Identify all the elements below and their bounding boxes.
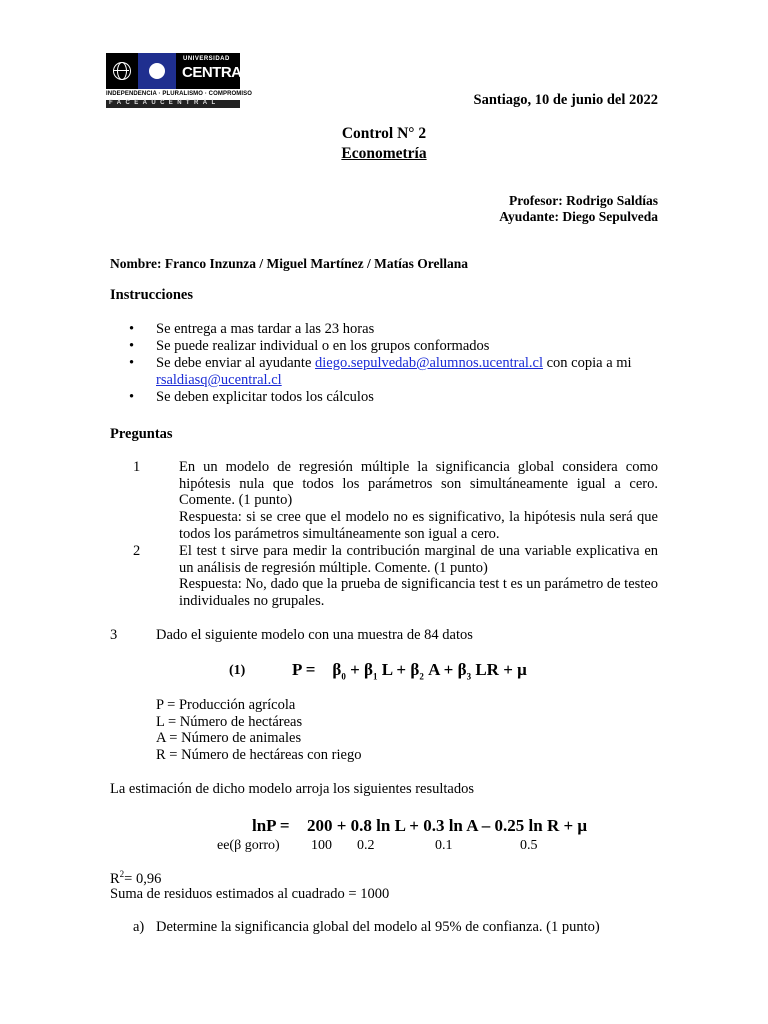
document-date: Santiago, 10 de junio del 2022	[473, 92, 658, 108]
professor-email-link[interactable]: rsaldiasq@ucentral.cl	[156, 372, 282, 388]
model-equation: P = $\beta_0 + \beta_1$ $L + \beta_2$ $A + \beta_3$ LR + μ	[292, 660, 527, 682]
questions-heading: Preguntas	[110, 426, 173, 442]
course-name: Econometría	[341, 145, 427, 162]
assistant-name: Ayudante: Diego Sepulveda	[499, 209, 658, 224]
question-answer: Respuesta: si se cree que el modelo no es significativo, la hipótesis nula será que todos los parámetros simultáneamente son igual a cero.	[179, 509, 658, 542]
question-answer: Respuesta: No, dado que la prueba de significancia test t es un parámetro de testeo individuales no grupales.	[179, 576, 658, 610]
instruction-item-send	[129, 355, 659, 389]
instructions-heading: Instrucciones	[110, 287, 193, 303]
logo-bar	[106, 100, 240, 108]
assistant-email-link[interactable]: diego.sepulvedab@alumnos.ucentral.cl	[315, 355, 543, 371]
logo-name: CENTRAL	[182, 64, 251, 81]
variable-definition: P = Producción agrícola	[156, 697, 296, 713]
r-squared-label: R	[110, 870, 120, 887]
r-squared-exponent: 2	[119, 869, 125, 879]
globe-icon	[113, 62, 131, 80]
instruction-item: • Se entrega a mas tardar a las 23 horas	[129, 321, 659, 338]
r-squared-value: = 0,96	[124, 870, 162, 887]
instructions-list	[129, 321, 659, 406]
equation-lhs: P =	[292, 660, 316, 679]
standard-error-value: 100	[311, 838, 332, 853]
question-2	[179, 543, 658, 610]
question-number: 3	[110, 627, 118, 643]
estimation-intro: La estimación de dicho modelo arroja los siguientes resultados	[110, 781, 475, 797]
professor-name: Profesor: Rodrigo Saldías	[509, 193, 658, 208]
variable-definitions	[156, 697, 361, 764]
instruction-item: • Se puede realizar individual o en los grupos conformados	[129, 338, 659, 355]
standard-error-value: 0.2	[357, 838, 375, 853]
student-names: Nombre: Franco Inzunza / Miguel Martínez / Matías Orellana	[110, 256, 468, 271]
variable-definition: L = Número de hectáreas	[156, 713, 303, 730]
estimated-equation-rhs: 200 + 0.8 ln L + 0.3 ln A – 0.25 ln R + μ	[307, 816, 588, 835]
variable-definition: R = Número de hectáreas con riego	[156, 747, 362, 764]
instruction-item: • Se deben explicitar todos los cálculos	[129, 389, 659, 406]
standard-error-value: 0.1	[435, 838, 453, 853]
document-title: Control N° 2	[341, 125, 427, 142]
variable-definition: A = Número de animales	[156, 730, 302, 747]
part-a-text: Determine la significancia global del modelo al 95% de confianza. (1 punto)	[156, 919, 600, 935]
logo-bar-text: FACEAUCENTRAL	[109, 100, 220, 106]
logo-motto: INDEPENDENCIA · PLURALISMO · COMPROMISO	[106, 91, 253, 97]
sum-squared-residuals: Suma de residuos estimados al cuadrado = 1000	[110, 886, 390, 902]
beta-subscript: 3	[466, 671, 472, 682]
question-text: En un modelo de regresión múltiple la significancia global considera como hipótesis nula que todos los parámetros son simultáneamente igual a cero. Comente. (1 punto)	[179, 459, 658, 509]
part-label: a)	[133, 919, 145, 935]
question-number: 2	[133, 543, 141, 559]
beta-symbol: β	[332, 660, 342, 679]
question-text: Dado el siguiente modelo con una muestra de 84 datos	[156, 627, 473, 643]
logo-circle	[149, 63, 165, 79]
beta-subscript: 2	[419, 671, 424, 682]
beta-symbol: β	[364, 660, 374, 679]
equation-label: (1)	[229, 663, 246, 678]
standard-error-value: 0.5	[520, 838, 538, 853]
beta-symbol: β	[457, 660, 467, 679]
send-prefix: Se debe enviar al ayudante	[156, 355, 316, 371]
beta-subscript: 0	[341, 671, 346, 682]
r-squared	[110, 869, 161, 888]
question-1	[179, 459, 658, 543]
logo-university-word: UNIVERSIDAD	[183, 56, 230, 62]
university-logo	[106, 53, 253, 109]
question-number: 1	[133, 459, 141, 475]
estimated-equation-lhs: lnP =	[252, 816, 290, 835]
send-middle: con copia a mi	[543, 355, 632, 371]
question-text: El test t sirve para medir la contribución marginal de una variable explicativa en un análisis de regresión múltiple. Comente. (1 punto)	[179, 543, 658, 576]
beta-subscript: 1	[373, 671, 378, 682]
standard-error-label: ee(β gorro)	[217, 838, 280, 853]
beta-symbol: β	[410, 660, 420, 679]
